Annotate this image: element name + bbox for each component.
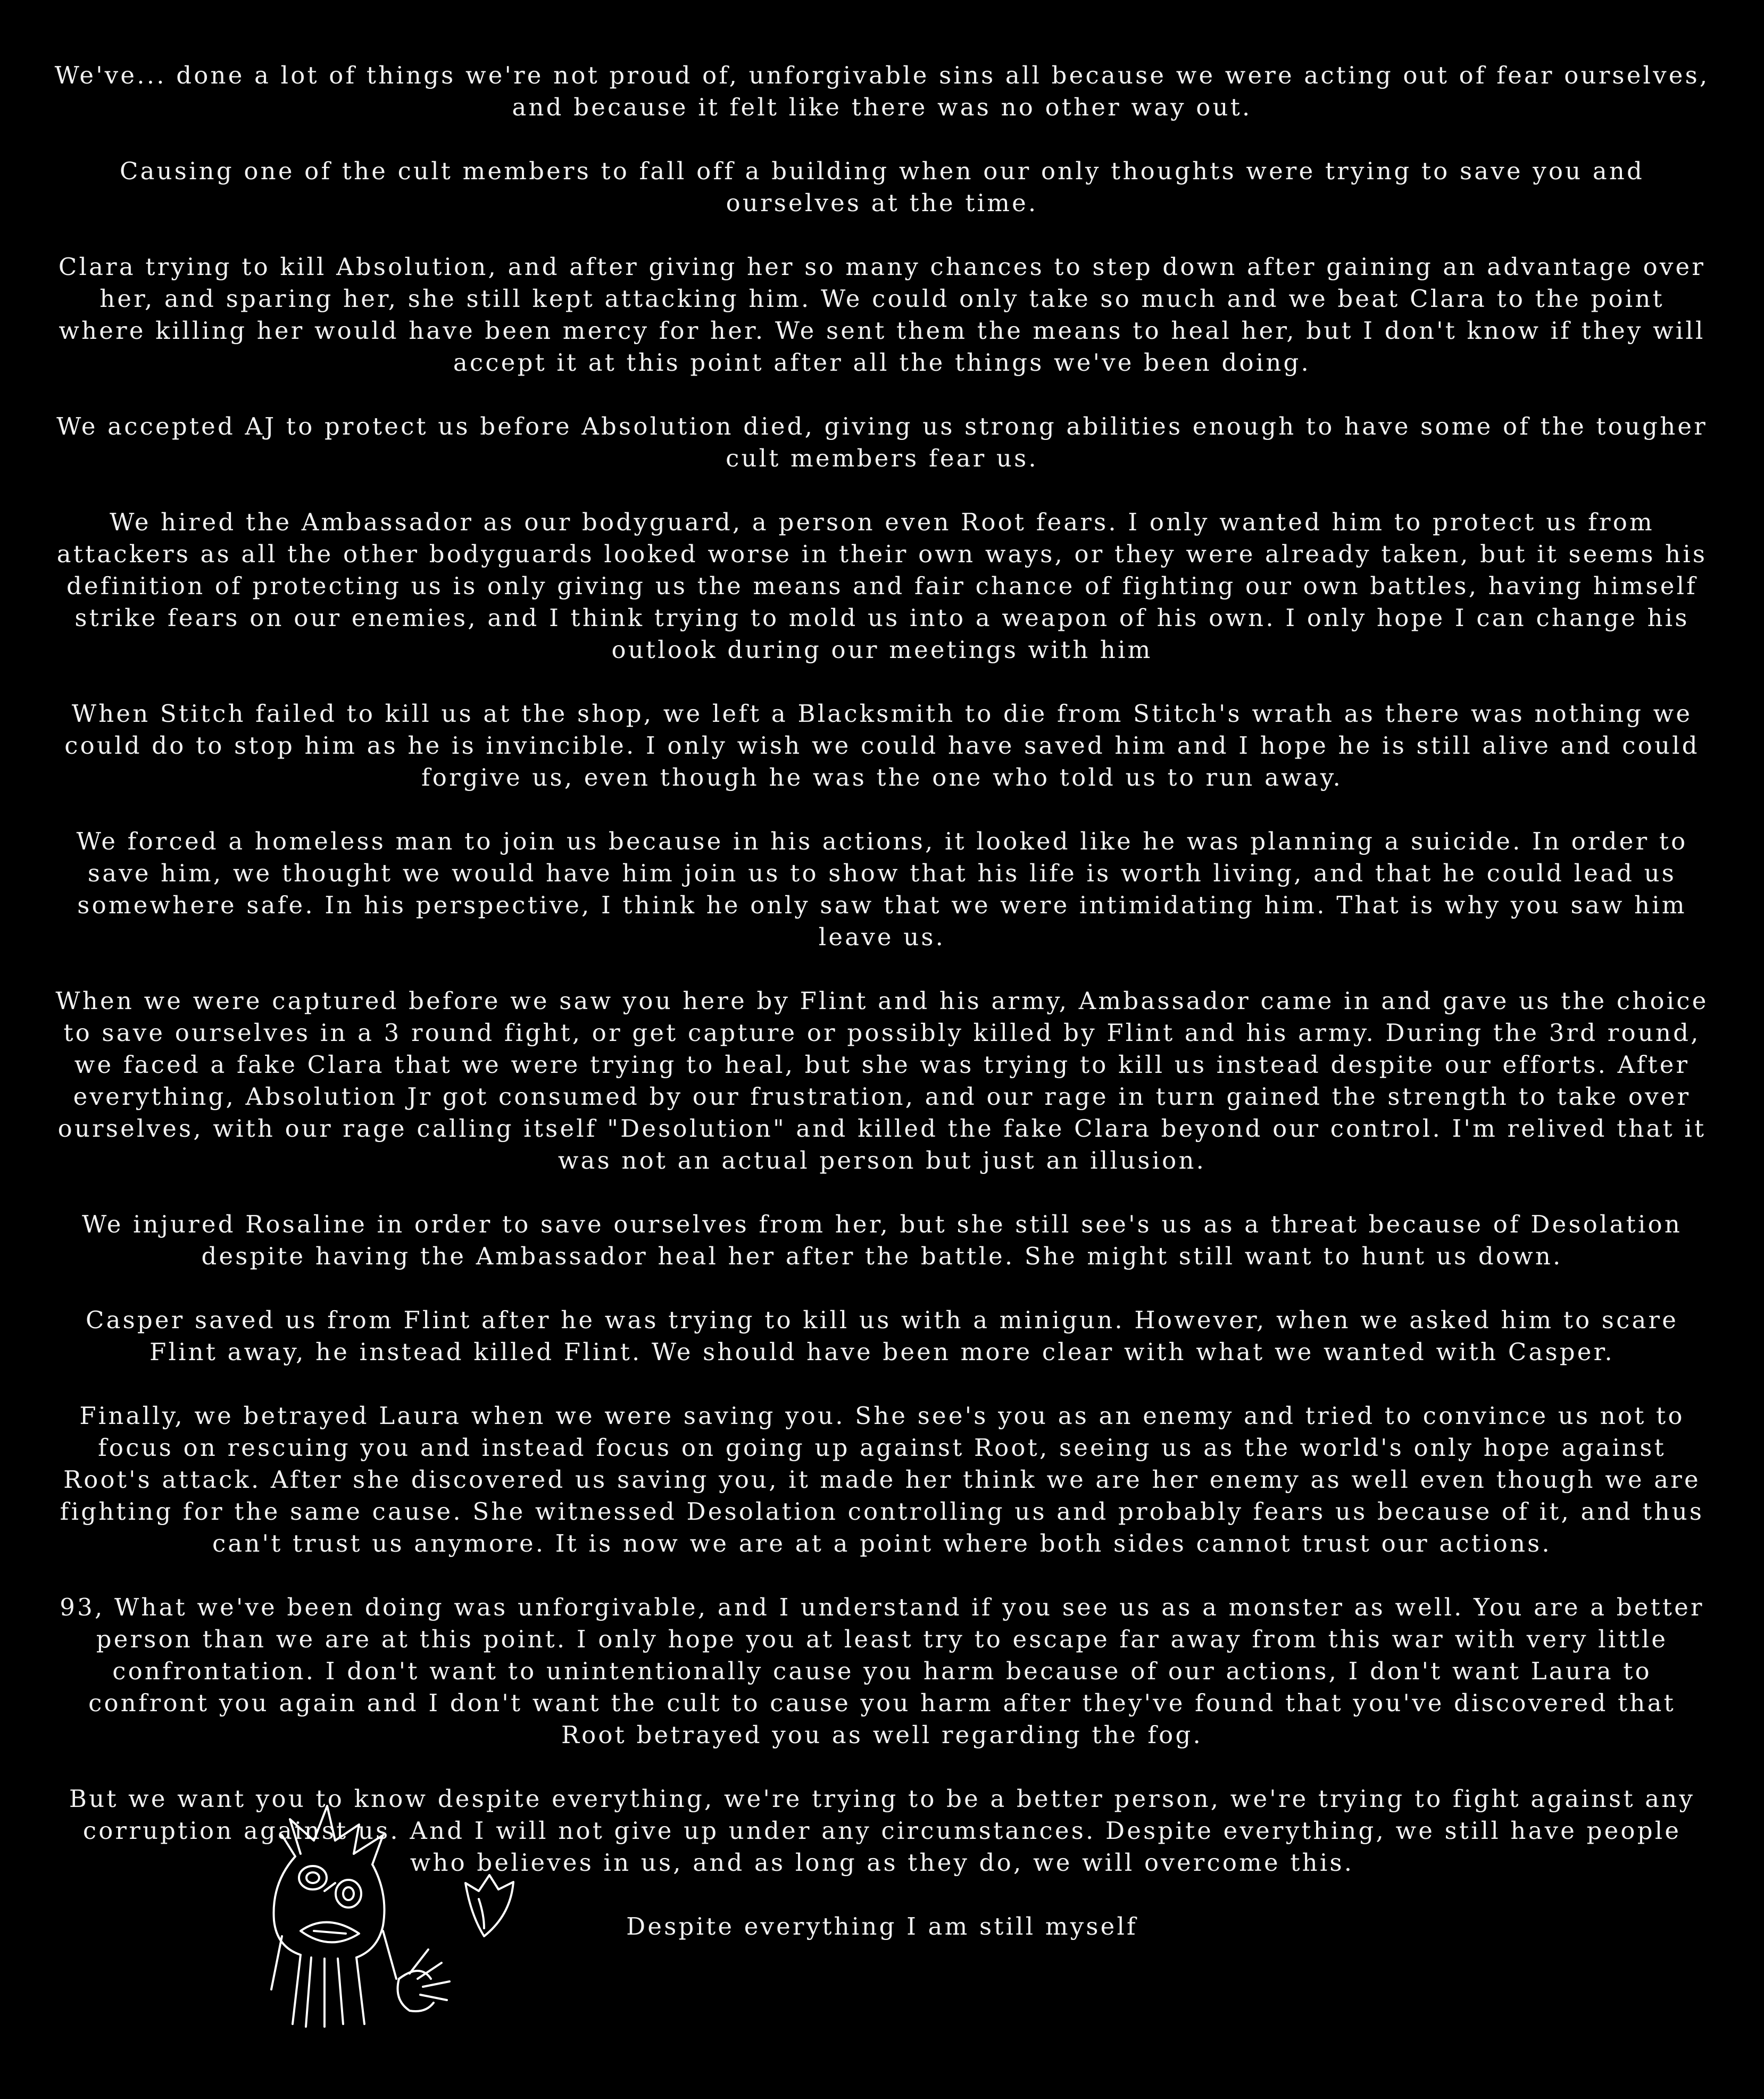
paragraph-6: When Stitch failed to kill us at the shop, we left a Blacksmith to die from Stitch's wrath as there was nothing we could do to stop him as he is invincible. I only wish we could have saved him and I hope he is still alive and could forgive us, even though he was the one who told us to run away. bbox=[64, 699, 1700, 792]
paragraph-4: We accepted AJ to protect us before Absolution died, giving us strong abilities enough to have some of the tougher cult members fear us. bbox=[56, 412, 1708, 472]
shield-mark-icon bbox=[460, 1872, 519, 1942]
paragraph-1: We've... done a lot of things we're not proud of, unforgivable sins all because we were acting out of fear ourselves, and because it felt like there was no other way out. bbox=[54, 61, 1710, 121]
letter-body bbox=[53, 60, 1711, 1943]
paragraph-12: 93, What we've been doing was unforgivable, and I understand if you see us as a monster as well. You are a better person than we are at this point. I only hope you at least try to escape far away from this war with very little confrontation. I don't want to unintentionally cause you harm because of our actions, I don't want Laura to confront you again and I don't want the cult to cause you harm after they've found that you've discovered that Root betrayed you as well regarding the fog. bbox=[60, 1593, 1704, 1749]
paragraph-7: We forced a homeless man to join us because in his actions, it looked like he was planning a suicide. In order to save him, we thought we would have him join us to show that his life is worth living, and that he could lead us somewhere safe. In his perspective, I think he only saw that we were intimidating him. That is why you saw him leave us. bbox=[76, 827, 1688, 951]
paragraph-13: But we want you to know despite everything, we're trying to be a better person, we're trying to fight against any corruption against us. And I will not give up under any circumstances. Despite everything, we still have people who believes in us, and as long as they do, we will overcome this. bbox=[69, 1785, 1695, 1877]
paragraph-8: When we were captured before we saw you here by Flint and his army, Ambassador came in and gave us the choice to save ourselves in a 3 round fight, or get capture or possibly killed by Flint and his army. During the 3rd round, we faced a fake Clara that we were trying to heal, but she was trying to kill us instead despite our efforts. After everything, Absolution Jr got consumed by our frustration, and our rage in turn gained the strength to take over ourselves, with our rage calling itself "Desolution" and killed the fake Clara beyond our control. I'm relived that it was not an actual person but just an illusion. bbox=[55, 987, 1709, 1175]
paragraph-10: Casper saved us from Flint after he was trying to kill us with a minigun. However, when we asked him to scare Flint away, he instead killed Flint. We should have been more clear with what we wanted with Casper. bbox=[85, 1306, 1679, 1366]
paragraph-2: Causing one of the cult members to fall off a building when our only thoughts were trying to save you and ourselves at the time. bbox=[119, 157, 1645, 217]
paragraph-11: Finally, we betrayed Laura when we were saving you. She see's you as an enemy and tried to convince us not to focus on rescuing you and instead focus on going up against Root, seeing us as the world's only hope against Root's attack. After she discovered us saving you, it made her think we are her enemy as well even though we are fighting for the same cause. She witnessed Desolation controlling us and probably fears us because of it, and thus can't trust us anymore. It is now we are at a point where both sides cannot trust our actions. bbox=[60, 1402, 1704, 1557]
closing-line: Despite everything I am still myself bbox=[626, 1912, 1138, 1940]
paragraph-9: We injured Rosaline in order to save ourselves from her, but she still see's us as a threat because of Desolation despite having the Ambassador heal her after the battle. She might still want to hunt us down. bbox=[81, 1210, 1683, 1270]
paragraph-5: We hired the Ambassador as our bodyguard, a person even Root fears. I only wanted him to protect us from attackers as all the other bodyguards looked worse in their own ways, or they were already taken, but it seems his definition of protecting us is only giving us the means and fair chance of fighting our own battles, having himself strike fears on our enemies, and I think trying to mold us into a weapon of his own. I only hope I can change his outlook during our meetings with him bbox=[56, 508, 1708, 664]
paragraph-3: Clara trying to kill Absolution, and after giving her so many chances to step down after gaining an advantage over her, and sparing her, she still kept attacking him. We could only take so much and we beat Clara to the point where killing her would have been mercy for her. We sent them the means to heal her, but I don't know if they will accept it at this point after all the things we've been doing. bbox=[58, 253, 1706, 377]
